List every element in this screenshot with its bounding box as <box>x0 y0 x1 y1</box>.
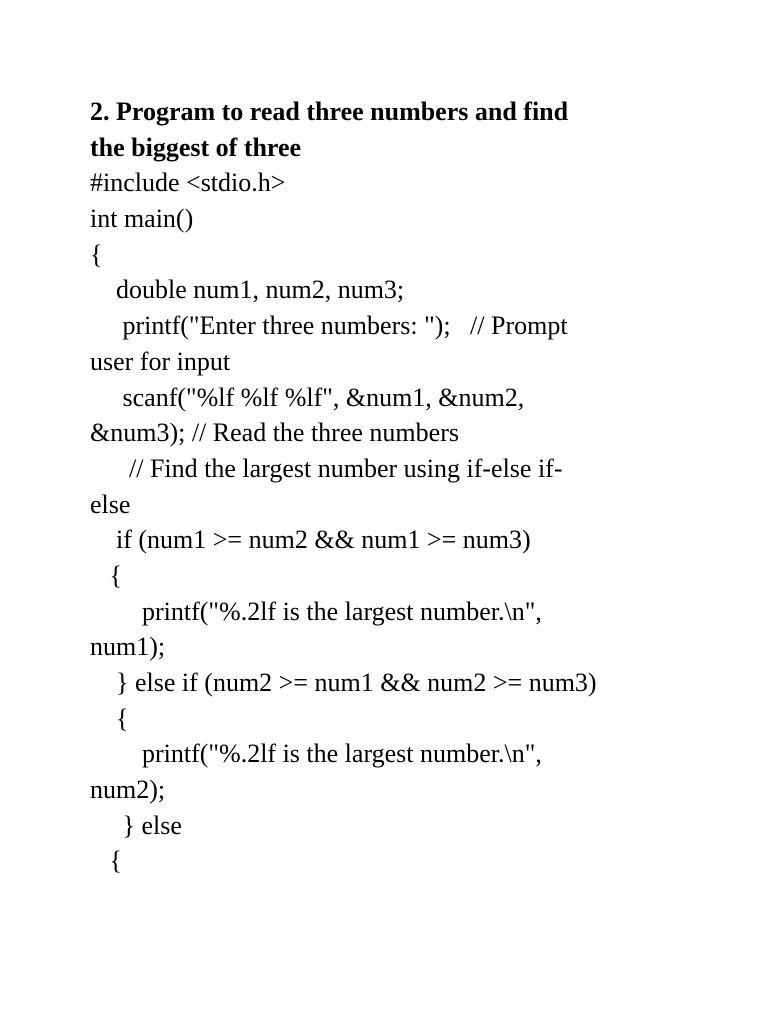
heading-line: 2. Program to read three numbers and find <box>90 97 569 126</box>
code-line: } else <box>90 810 182 840</box>
code-line: num2); <box>90 775 166 805</box>
code-line: { <box>90 239 103 269</box>
code-line: user for input <box>90 346 231 376</box>
code-line: scanf("%lf %lf %lf", &num1, &num2, <box>90 382 525 412</box>
code-line: printf("Enter three numbers: "); // Prompt <box>90 311 568 341</box>
code-line: { <box>90 560 122 590</box>
code-line: int main() <box>90 204 194 234</box>
code-line: { <box>90 703 129 733</box>
code-line: // Find the largest number using if-else if- <box>90 453 563 483</box>
code-line: num1); <box>90 632 166 662</box>
code-line: if (num1 >= num2 && num1 >= num3) <box>90 525 531 555</box>
code-line: #include <stdio.h> <box>90 168 286 198</box>
code-line: { <box>90 846 122 876</box>
heading-line: the biggest of three <box>90 132 302 162</box>
document-content <box>90 94 700 879</box>
code-line: printf("%.2lf is the largest number.\n", <box>90 596 542 626</box>
code-line: } else if (num2 >= num1 && num2 >= num3) <box>90 668 597 697</box>
code-line: &num3); // Read the three numbers <box>90 418 459 448</box>
code-line: else <box>90 489 131 519</box>
code-line: printf("%.2lf is the largest number.\n", <box>90 739 542 769</box>
code-line: double num1, num2, num3; <box>90 275 405 305</box>
